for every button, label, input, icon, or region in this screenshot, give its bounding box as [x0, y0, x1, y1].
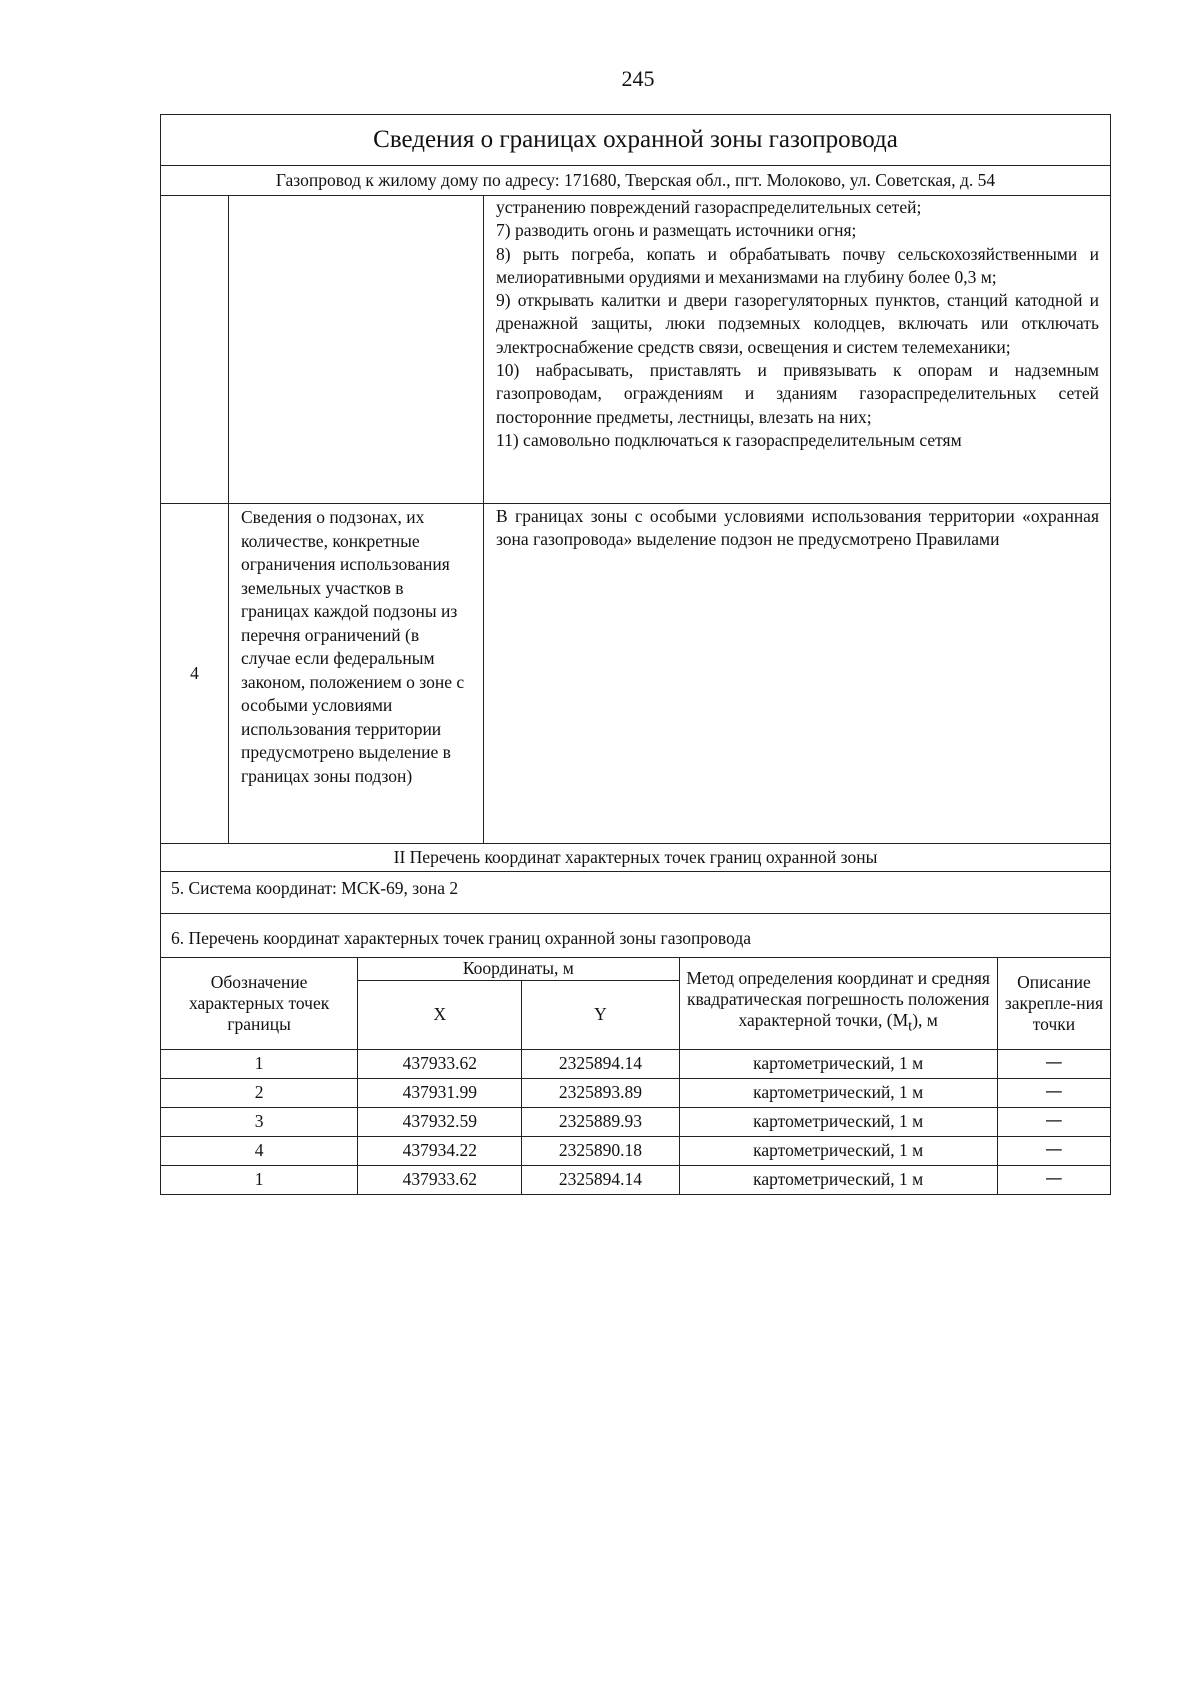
row-number: 4 [161, 504, 229, 843]
restriction-line: 10) набрасывать, приставлять и привязывать к опорам и надземным газопроводам, ограждениям и зданиям газораспределительных сетей посторонние предметы, лестницы, влезать на них; [496, 360, 1099, 427]
row-number-empty [161, 196, 229, 503]
point-cell: 2 [161, 1078, 358, 1107]
subzones-row [161, 504, 1110, 844]
x-cell: 437933.62 [358, 1165, 522, 1194]
gas-pipeline-address: Газопровод к жилому дому по адресу: 171680, Тверская обл., пгт. Молоково, ул. Советская, д. 54 [161, 166, 1110, 196]
method-cell: картометрический, 1 м [679, 1078, 997, 1107]
document [160, 114, 1111, 1195]
page-number: 245 [621, 66, 655, 91]
y-cell: 2325894.14 [522, 1165, 679, 1194]
restrictions-text [484, 196, 1110, 503]
x-cell: 437933.62 [358, 1049, 522, 1078]
point-cell: 3 [161, 1107, 358, 1136]
restriction-line: 8) рыть погреба, копать и обрабатывать почву сельскохозяйственными и мелиоративными орудиями и механизмами на глубину более 0,3 м; [496, 243, 1099, 287]
coordinates-body [161, 1049, 1111, 1194]
table-row [161, 1078, 1111, 1107]
info-box [160, 114, 1111, 958]
method-cell: картометрический, 1 м [679, 1136, 997, 1165]
header-y: Y [522, 981, 679, 1050]
fixing-cell: — [997, 1107, 1110, 1136]
table-row [161, 1136, 1111, 1165]
restriction-line: 11) самовольно подключаться к газораспределительным сетям [496, 429, 962, 450]
fixing-cell: — [997, 1049, 1110, 1078]
row-name: Сведения о подзонах, их количестве, конкретные ограничения использования земельных участков в границах каждой подзоны из перечня ограничений (в случае если федеральным законом, положением о зоне с особыми условиями использования территории предусмотрено выделение в границах зоны подзон) [229, 504, 484, 843]
method-cell: картометрический, 1 м [679, 1107, 997, 1136]
table-row [161, 1049, 1111, 1078]
header-point: Обозначение характерных точек границы [161, 957, 358, 1049]
coordinate-system: 5. Система координат: МСК-69, зона 2 [161, 872, 1110, 914]
y-cell: 2325890.18 [522, 1136, 679, 1165]
fixing-cell: — [997, 1165, 1110, 1194]
point-cell: 1 [161, 1049, 358, 1078]
restriction-line: 9) открывать калитки и двери газорегуляторных пунктов, станций катодной и дренажной защиты, люки подземных колодцев, включать или отключать электроснабжение средств связи, освещения и систем телемеханики; [496, 290, 1099, 357]
x-cell: 437931.99 [358, 1078, 522, 1107]
method-cell: картометрический, 1 м [679, 1049, 997, 1078]
table-row [161, 1165, 1111, 1194]
y-cell: 2325894.14 [522, 1049, 679, 1078]
row-name-empty [229, 196, 484, 503]
y-cell: 2325893.89 [522, 1078, 679, 1107]
document-title: Сведения о границах охранной зоны газопровода [161, 115, 1110, 166]
x-cell: 437934.22 [358, 1136, 522, 1165]
method-cell: картометрический, 1 м [679, 1165, 997, 1194]
point-cell: 4 [161, 1136, 358, 1165]
fixing-cell: — [997, 1078, 1110, 1107]
coordinate-list-title: 6. Перечень координат характерных точек границ охранной зоны газопровода [171, 928, 751, 948]
row-text: В границах зоны с особыми условиями использования территории «охранная зона газопровода» выделение подзон не предусмотрено Правилами [496, 506, 1099, 550]
header-method: Метод определения координат и средняя квадратическая погрешность положения характерной точки, $(M_t)$, м [679, 957, 997, 1049]
header-x: X [358, 981, 522, 1050]
point-cell: 1 [161, 1165, 358, 1194]
table-row [161, 1107, 1111, 1136]
section-2-title: II Перечень координат характерных точек границ охранной зоны [161, 844, 1110, 872]
restriction-line: устранению повреждений газораспределительных сетей; [496, 197, 922, 217]
coordinates-table [160, 957, 1111, 1195]
restriction-line: 7) разводить огонь и размещать источники огня; [496, 220, 857, 241]
fixing-cell: — [997, 1136, 1110, 1165]
header-fixing: Описание закрепле-ния точки [997, 957, 1110, 1049]
header-coordinates: Координаты, м [358, 957, 679, 981]
y-cell: 2325889.93 [522, 1107, 679, 1136]
x-cell: 437932.59 [358, 1107, 522, 1136]
restrictions-continuation-row [161, 196, 1110, 504]
